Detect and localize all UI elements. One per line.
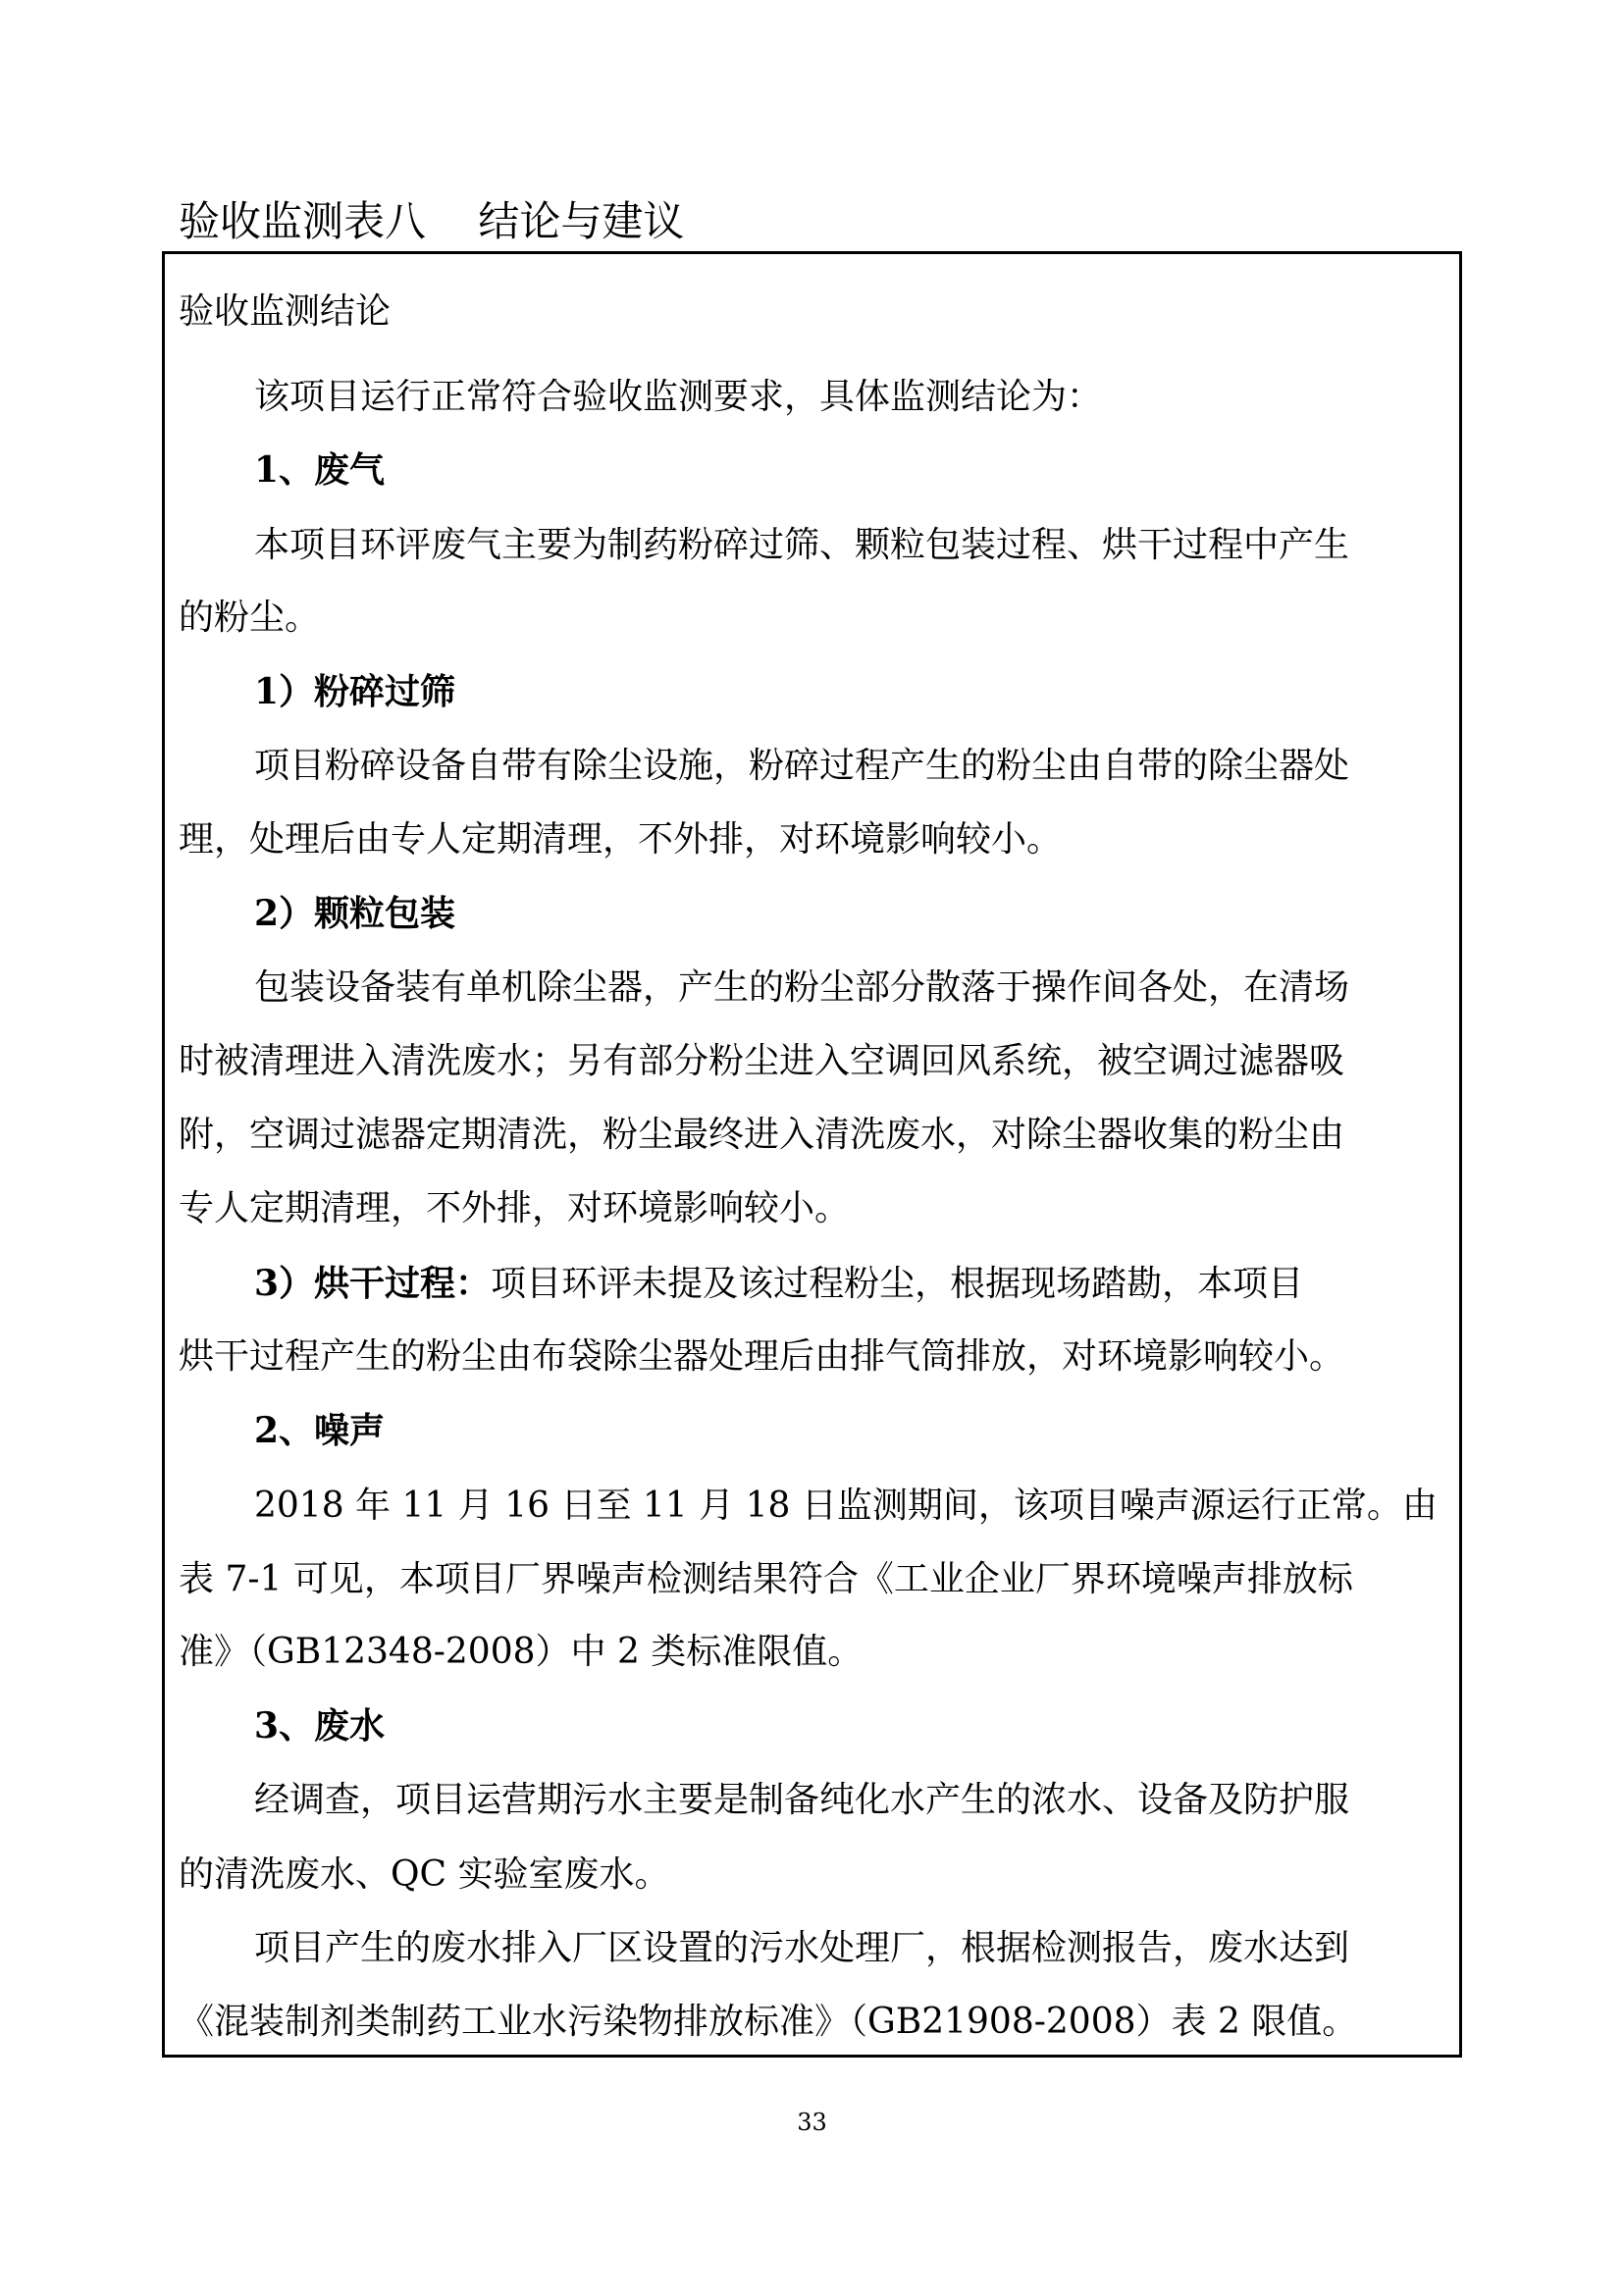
- paragraph-text: 项目环评未提及该过程粉尘，根据现场踏勘，本项目: [491, 1264, 1304, 1304]
- section-title: 验收监测结论: [179, 291, 392, 332]
- paragraph-line: 包装设备装有单机除尘器，产生的粉尘部分散落于操作间各处，在清场: [254, 967, 1350, 1008]
- subheading-wastewater: 3、废水: [254, 1705, 386, 1747]
- paragraph-line: 2018 年 11 月 16 日至 11 月 18 日监测期间，该项目噪声源运行正常。由: [254, 1486, 1438, 1526]
- paragraph-line: 理，处理后由专人定期清理，不外排，对环境影响较小。: [179, 819, 1063, 860]
- paragraph-line: [179, 1247, 1452, 1321]
- subheading-exhaust-gas: 1、废气: [254, 449, 386, 491]
- paragraph-line: 的清洗废水、QC 实验室废水。: [179, 1854, 670, 1895]
- paragraph-line: 本项目环评废气主要为制药粉碎过筛、颗粒包装过程、烘干过程中产生: [254, 525, 1350, 565]
- paragraph-line: 专人定期清理，不外排，对环境影响较小。: [179, 1188, 851, 1228]
- paragraph-line: 的粉尘。: [179, 598, 321, 638]
- paragraph-line: 烘干过程产生的粉尘由布袋除尘器处理后由排气筒排放，对环境影响较小。: [179, 1336, 1345, 1377]
- paragraph-line: 附，空调过滤器定期清洗，粉尘最终进入清洗废水，对除尘器收集的粉尘由: [179, 1115, 1345, 1155]
- paragraph-line: 时被清理进入清洗废水；另有部分粉尘进入空调回风系统，被空调过滤器吸: [179, 1041, 1345, 1081]
- paragraph-line: 项目粉碎设备自带有除尘设施，粉碎过程产生的粉尘由自带的除尘器处: [254, 746, 1350, 786]
- page-heading: 验收监测表八 结论与建议: [179, 197, 685, 245]
- subheading-noise: 2、噪声: [254, 1410, 386, 1451]
- paragraph-line: 表 7-1 可见，本项目厂界噪声检测结果符合《工业企业厂界环境噪声排放标: [179, 1559, 1353, 1599]
- subheading-granule-packaging: 2）颗粒包装: [254, 893, 456, 934]
- page-number: 33: [797, 2109, 827, 2136]
- subheading-drying-process: 3）烘干过程：: [254, 1263, 492, 1304]
- paragraph-line: 项目产生的废水排入厂区设置的污水处理厂，根据检测报告，废水达到: [254, 1928, 1350, 1968]
- paragraph-line: 该项目运行正常符合验收监测要求，具体监测结论为：: [254, 377, 1103, 417]
- paragraph-line: 《混装制剂类制药工业水污染物排放标准》（GB21908-2008）表 2 限值。: [179, 2002, 1358, 2042]
- paragraph-line: 准》（GB12348-2008）中 2 类标准限值。: [179, 1632, 864, 1672]
- subheading-crushing-sieving: 1）粉碎过筛: [254, 671, 456, 712]
- paragraph-line: 经调查，项目运营期污水主要是制备纯化水产生的浓水、设备及防护服: [254, 1780, 1350, 1820]
